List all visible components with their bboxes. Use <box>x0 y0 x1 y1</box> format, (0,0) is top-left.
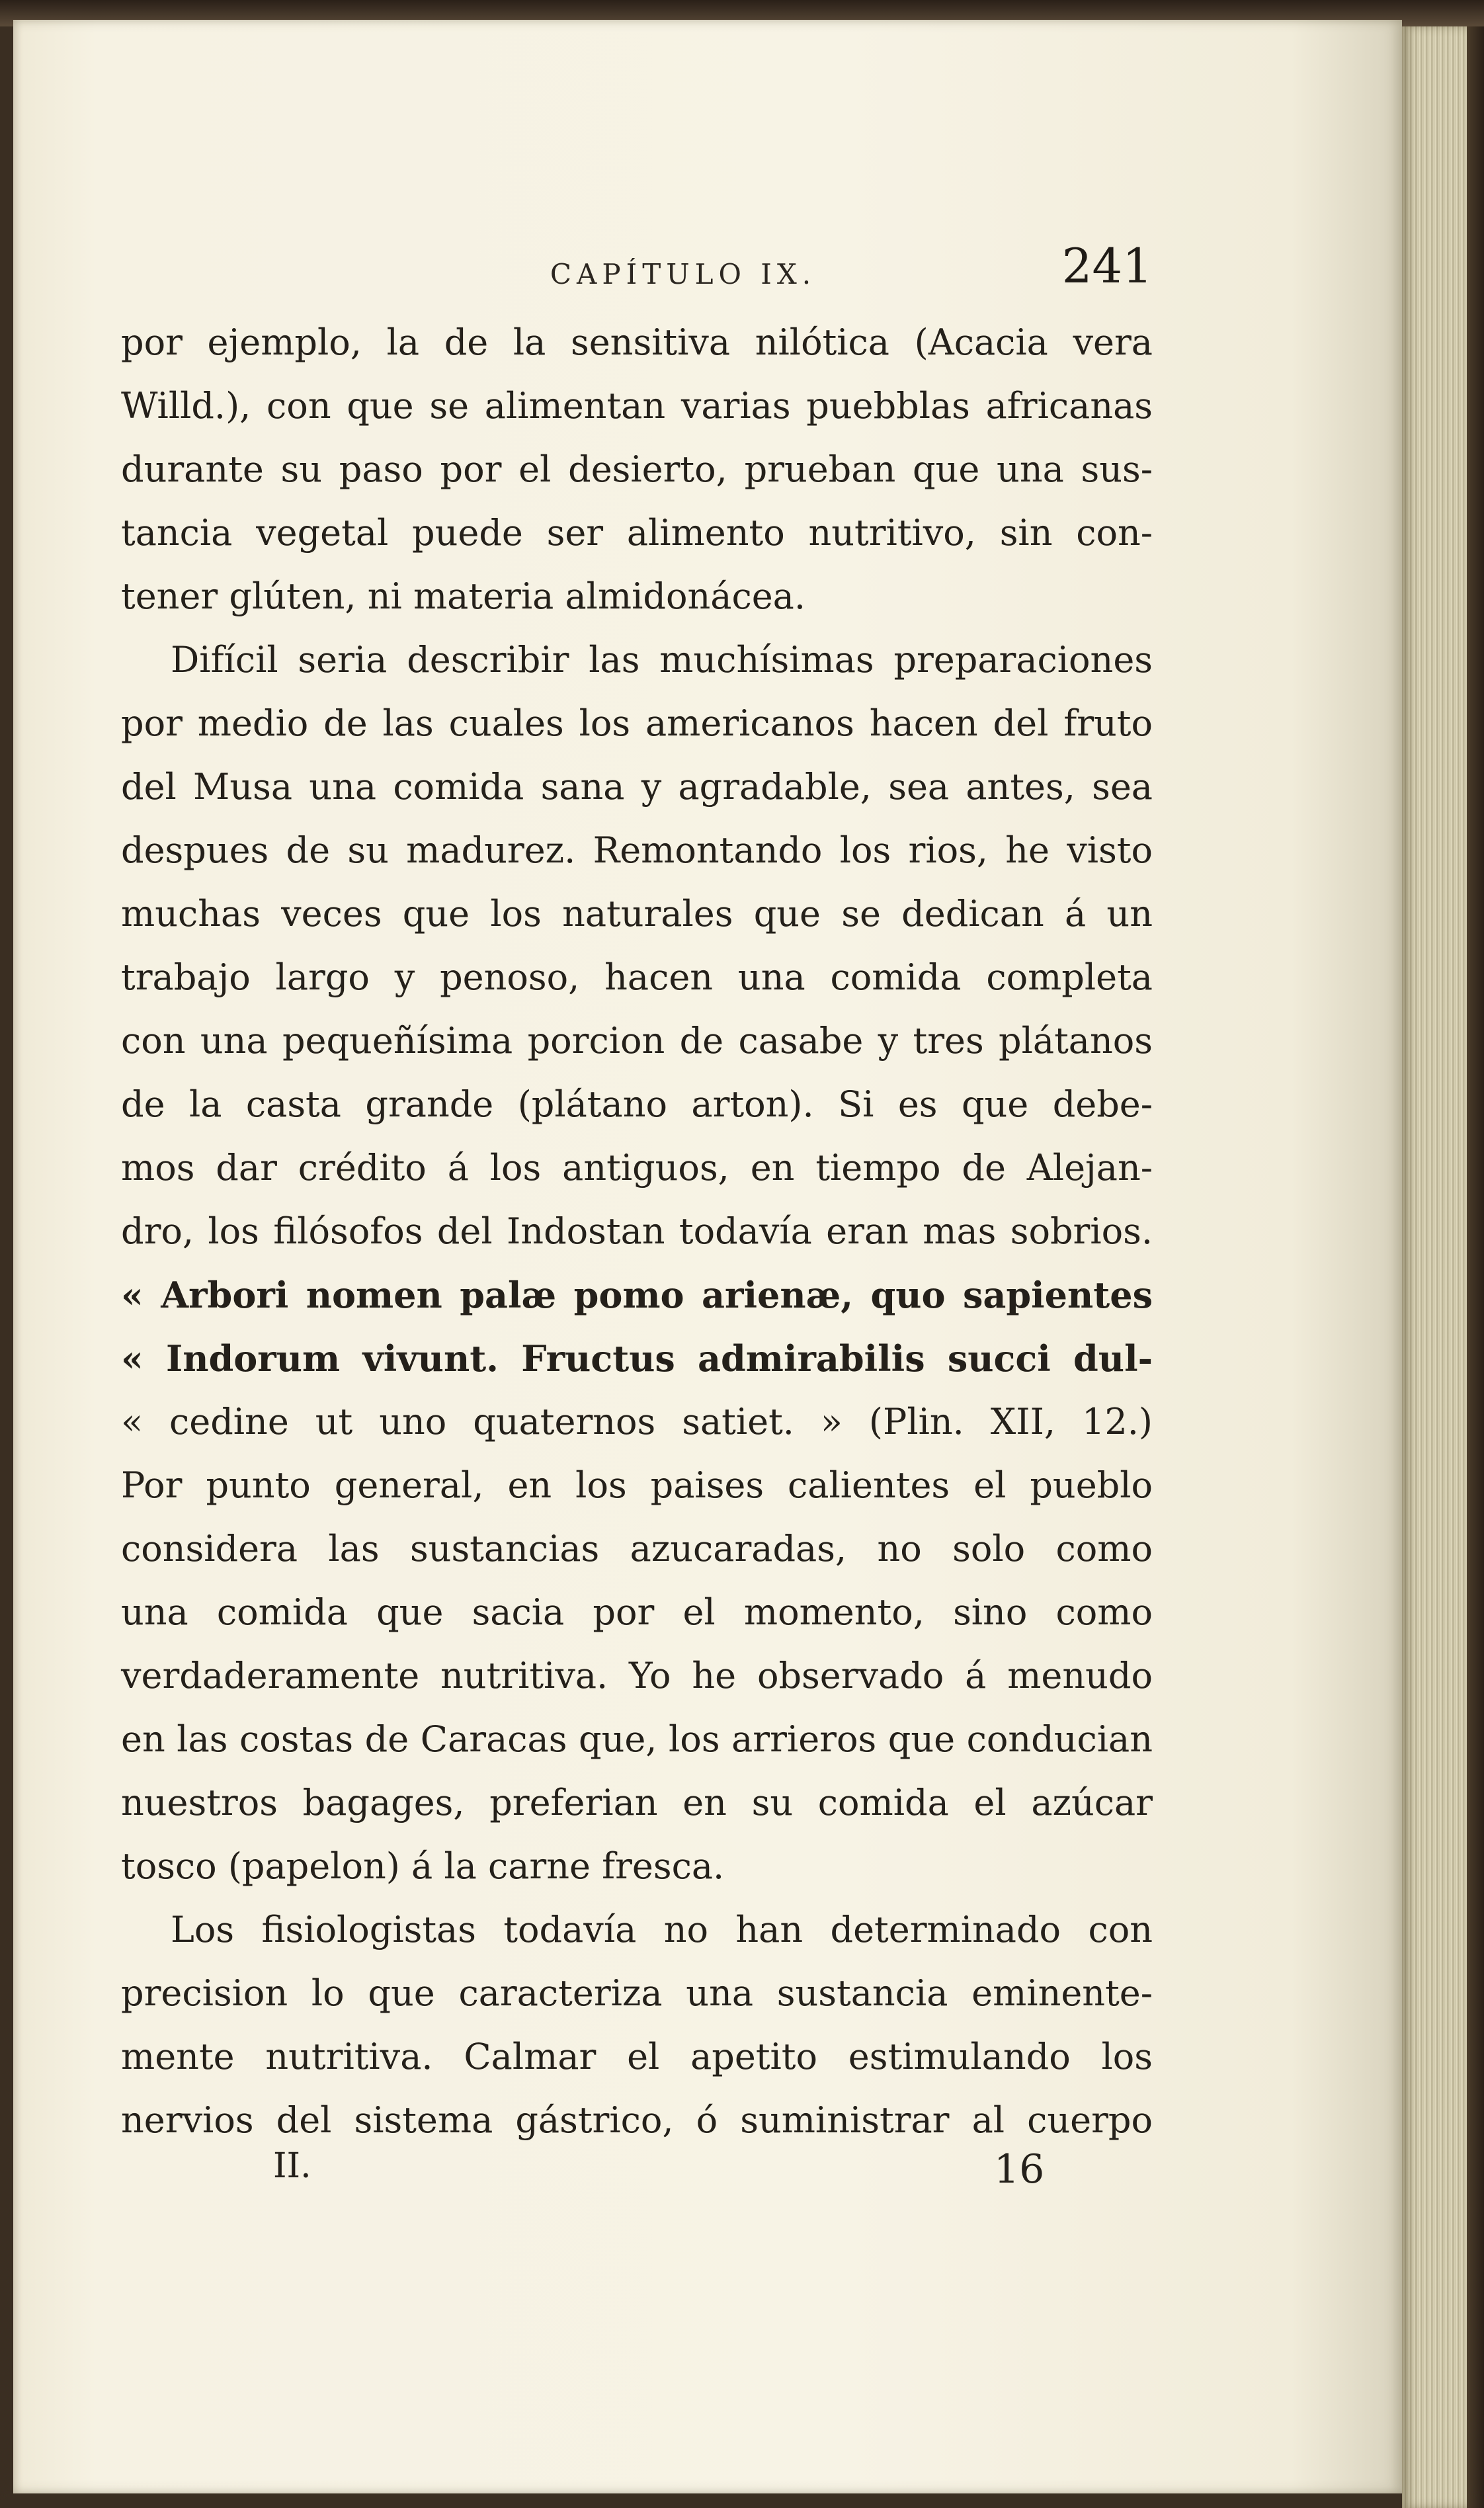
text-line: con una pequeñísima porcion de casabe y tres plátanos <box>121 1020 1153 1062</box>
text-line: nervios del sistema gástrico, ó suministrar al cuerpo <box>121 2099 1153 2141</box>
text-line: de la casta grande (plátano arton). Si es que debe- <box>121 1083 1153 1125</box>
text-line: mos dar crédito á los antiguos, en tiempo de Alejan- <box>121 1147 1153 1189</box>
page-footer <box>121 2146 1153 2206</box>
text-line: del Musa una comida sana y agradable, sea antes, sea <box>121 766 1153 808</box>
text-line: precision lo que caracteriza una sustancia eminente- <box>121 1972 1153 2014</box>
latin-quote-line: « Indorum vivunt. Fructus admirabilis succi dul- <box>121 1337 1153 1380</box>
volume-mark: II. <box>273 2146 311 2186</box>
text-line: dro, los filósofos del Indostan todavía eran mas sobrios. <box>121 1210 1153 1252</box>
running-head: CAPÍTULO IX. <box>550 258 817 290</box>
text-line: por medio de las cuales los americanos hacen del fruto <box>121 702 1153 744</box>
page-number: 241 <box>1061 238 1153 294</box>
latin-quote-line: « cedine ut uno quaternos satiet. » (Plin. XII, 12.) <box>121 1401 1153 1442</box>
text-line: Willd.), con que se alimentan varias puebblas africanas <box>121 385 1153 427</box>
page-block-edge <box>1402 26 1484 2508</box>
paragraph-start: Los fisiologistas todavía no han determinado con <box>171 1909 1153 1950</box>
text-line: mente nutritiva. Calmar el apetito estimulando los <box>121 2036 1153 2077</box>
text-line: por ejemplo, la de la sensitiva nilótica (Acacia vera <box>121 321 1153 363</box>
text-line: tener glúten, ni materia almidonácea. <box>121 575 806 617</box>
paragraph-start: Difícil seria describir las muchísimas preparaciones <box>171 639 1153 681</box>
text-line: una comida que sacia por el momento, sino como <box>121 1591 1153 1633</box>
text-line: trabajo largo y penoso, hacen una comida completa <box>121 956 1153 998</box>
text-line: tancia vegetal puede ser alimento nutritivo, sin con- <box>121 512 1153 554</box>
text-line: en las costas de Caracas que, los arrieros que conducian <box>121 1718 1153 1760</box>
text-line: despues de su madurez. Remontando los rios, he visto <box>121 829 1153 871</box>
page-header <box>121 238 1153 311</box>
text-line: tosco (papelon) á la carne fresca. <box>121 1845 725 1887</box>
signature-mark: 16 <box>994 2146 1045 2193</box>
text-line: Por punto general, en los paises calientes el pueblo <box>121 1464 1153 1506</box>
text-line: muchas veces que los naturales que se dedican á un <box>121 893 1153 935</box>
text-line: considera las sustancias azucaradas, no solo como <box>121 1528 1153 1569</box>
text-line: durante su paso por el desierto, prueban que una sus- <box>121 448 1153 490</box>
text-line: verdaderamente nutritiva. Yo he observado á menudo <box>121 1655 1153 1696</box>
body-text <box>121 311 1153 2152</box>
text-line: nuestros bagages, preferian en su comida el azúcar <box>121 1782 1153 1823</box>
latin-quote-line: « Arbori nomen palæ pomo arienæ, quo sapientes <box>121 1274 1153 1316</box>
